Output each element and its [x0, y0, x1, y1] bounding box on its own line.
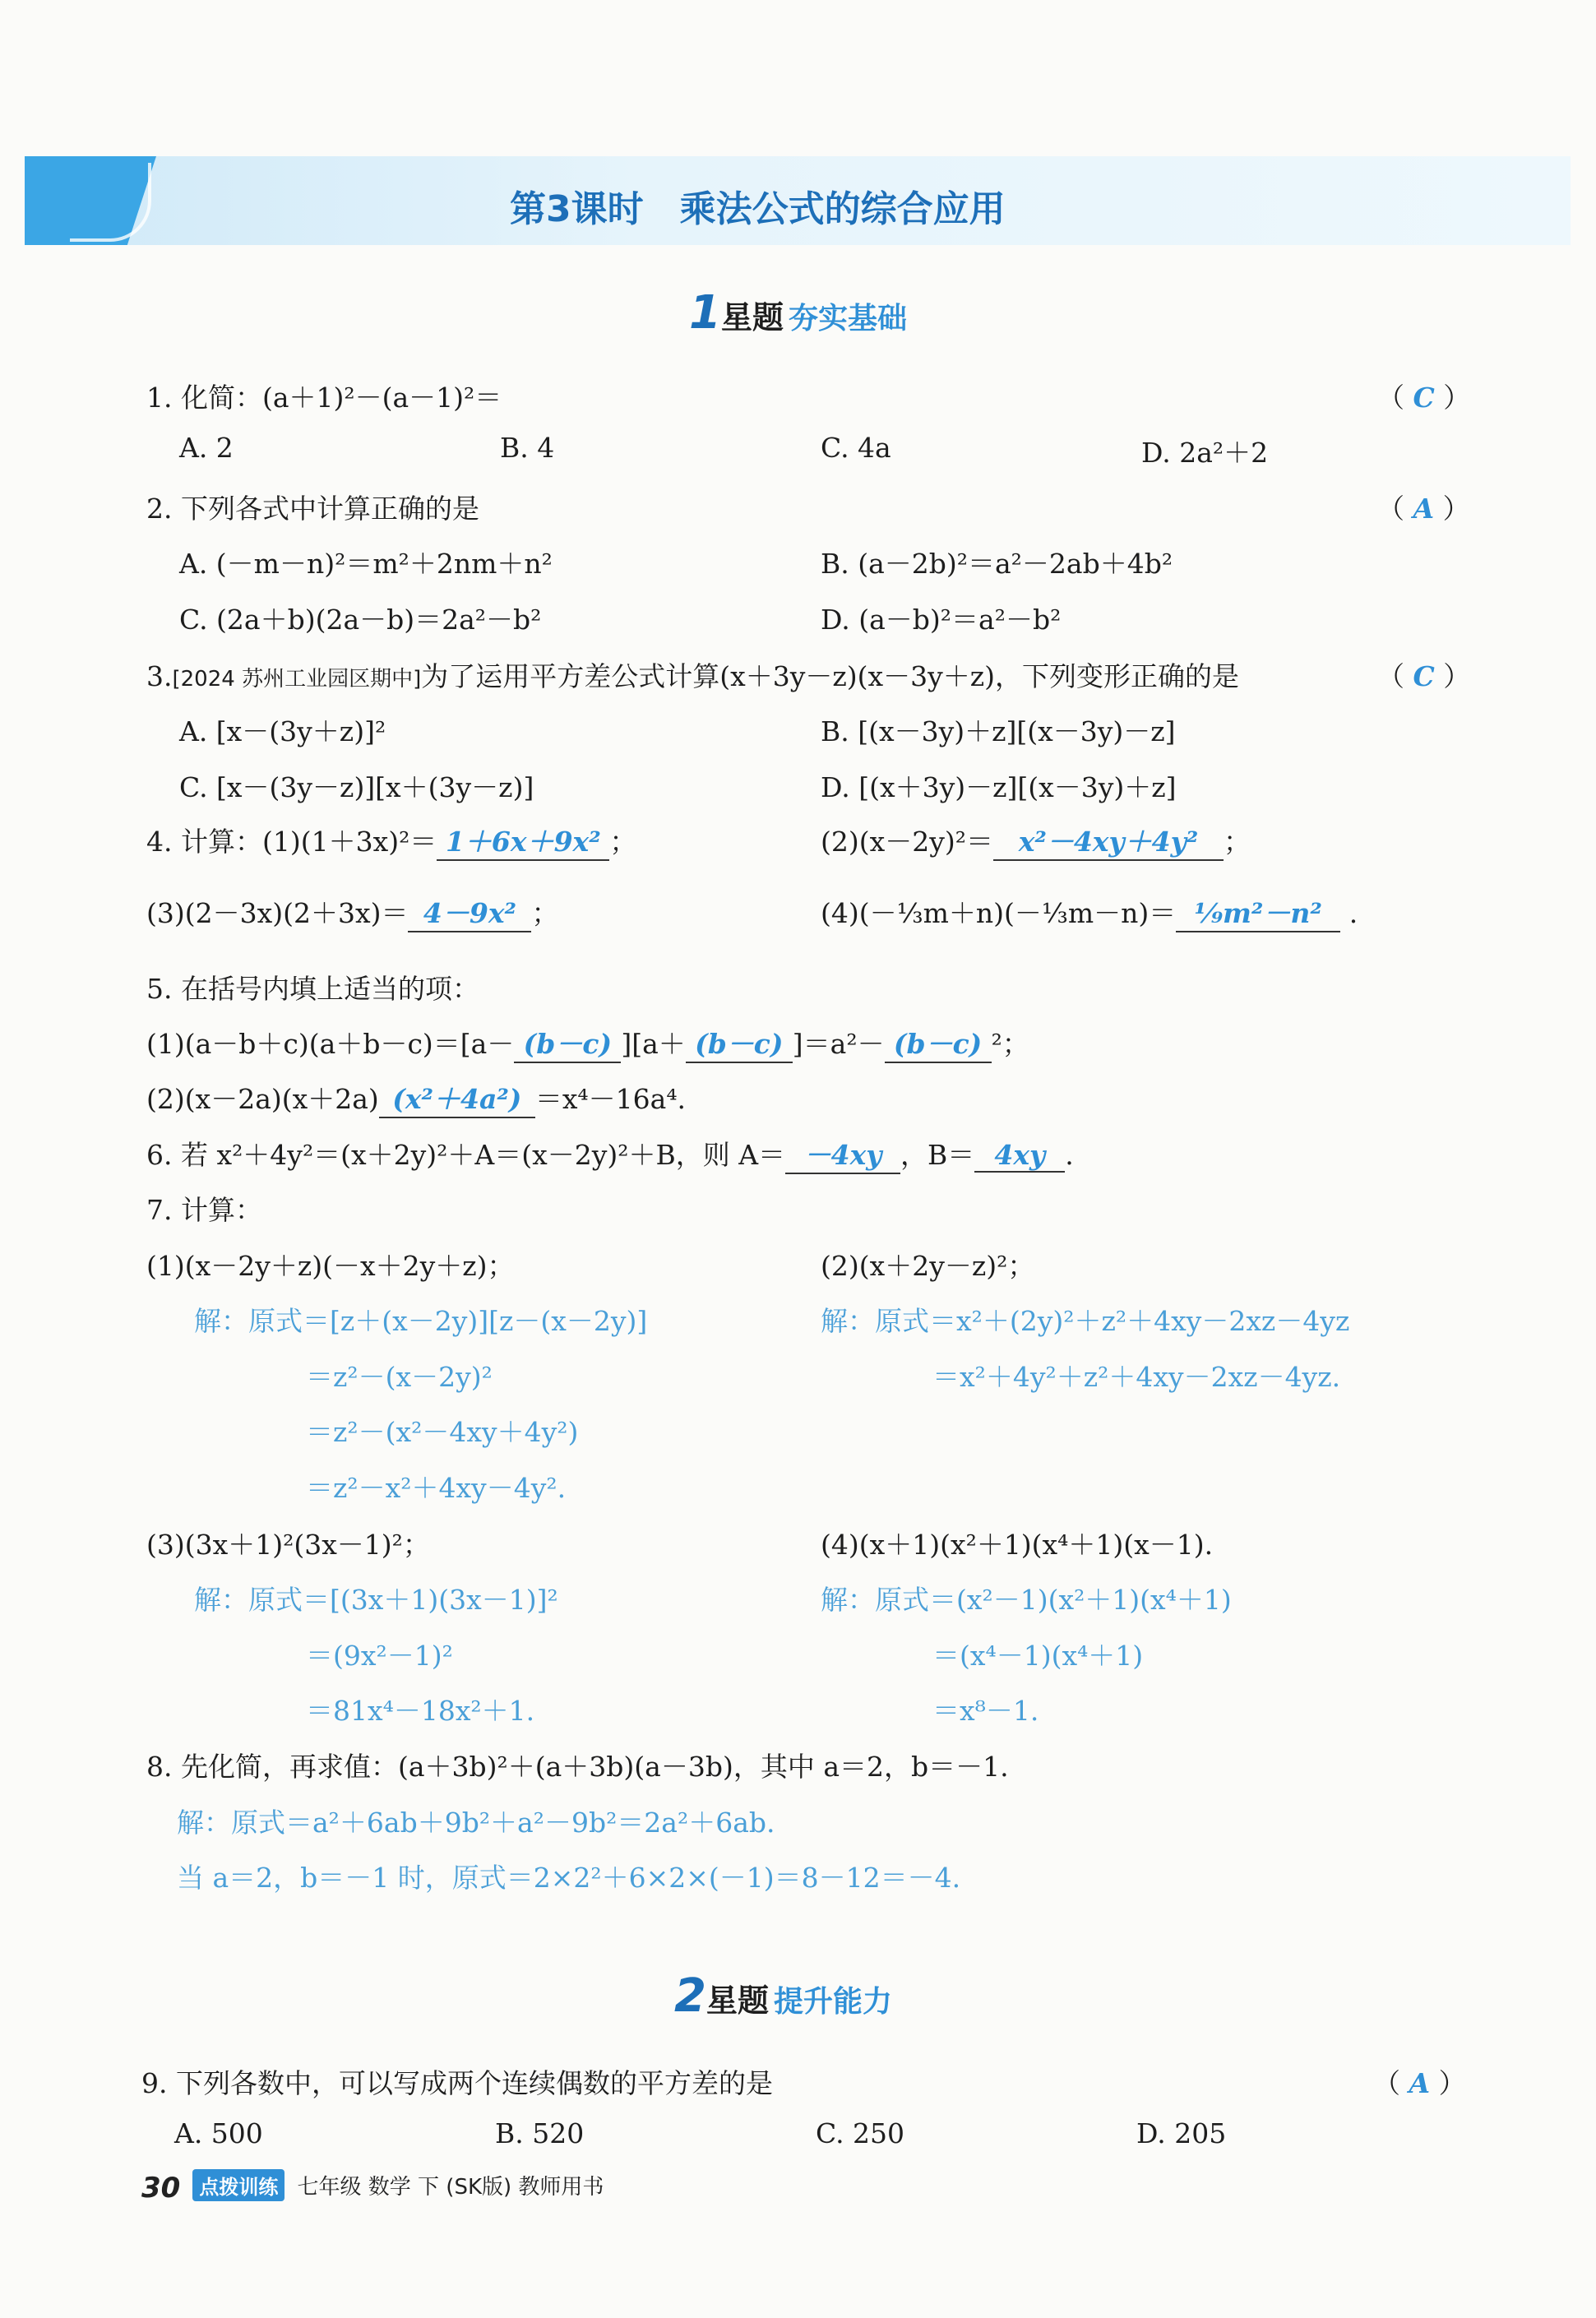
page-number: 30: [141, 2172, 181, 2205]
answer-blank: 4xy: [974, 1139, 1065, 1173]
solution-line: 解：原式＝x²＋(2y)²＋z²＋4xy－2xz－4yz: [821, 1305, 1350, 1337]
answer-blank: －4xy: [785, 1134, 900, 1174]
option-d: D. 2a²＋2: [1141, 437, 1269, 469]
solution-line: 解：原式＝[z＋(x－2y)][z－(x－2y)]: [194, 1305, 648, 1337]
q4-part-1: 4. 计算：(1)(1＋3x)²＝ 1＋6x＋9x² ；: [146, 821, 636, 861]
option-b: B. [(x－3y)＋z][(x－3y)－z]: [821, 715, 1176, 747]
option-b: B. (a－2b)²＝a²－2ab＋4b²: [821, 548, 1173, 580]
answer-bracket: （ A ）: [1373, 2067, 1466, 2099]
option-a: A. [x－(3y＋z)]²: [179, 715, 386, 747]
option-c: C. 4a: [821, 432, 891, 464]
q7-part-4: (4)(x＋1)(x²＋1)(x⁴＋1)(x－1).: [821, 1529, 1214, 1561]
answer-choice: A: [1409, 2067, 1431, 2099]
solution-line: ＝z²－(x－2y)²: [306, 1361, 493, 1393]
q7-part-3: (3)(3x＋1)²(3x－1)²；: [146, 1529, 430, 1561]
section-heading-2: [674, 1969, 892, 2023]
option-b: B. 520: [495, 2117, 585, 2149]
answer-bracket: （ C ）: [1377, 660, 1471, 692]
solution-line: ＝x²＋4y²＋z²＋4xy－2xz－4yz.: [932, 1361, 1341, 1393]
answer-blank: 4－9x²: [408, 892, 531, 932]
q4-part-2: (2)(x－2y)²＝ x²－4xy＋4y² ；: [821, 821, 1251, 861]
q7-part-2: (2)(x＋2y－z)²；: [821, 1250, 1035, 1282]
option-b: B. 4: [500, 432, 555, 464]
solution-line: ＝(9x²－1)²: [306, 1640, 453, 1672]
answer-bracket: （ C ）: [1377, 382, 1471, 414]
solution-line: 当 a＝2，b＝－1 时，原式＝2×2²＋6×2×(－1)＝8－12＝－4.: [177, 1862, 961, 1894]
solution-line: ＝z²－x²＋4xy－4y².: [306, 1472, 567, 1504]
section-heading-1: [689, 286, 907, 340]
answer-choice: A: [1413, 493, 1435, 525]
answer-blank: (b－c): [885, 1023, 992, 1063]
solution-line: ＝(x⁴－1)(x⁴＋1): [932, 1640, 1144, 1672]
section-number: 1: [689, 286, 721, 340]
option-c: C. 250: [816, 2117, 905, 2149]
question-stem: 2. 下列各式中计算正确的是: [146, 493, 479, 525]
option-d: D. (a－b)²＝a²－b²: [821, 604, 1062, 636]
option-d: D. 205: [1136, 2117, 1227, 2149]
option-d: D. [(x＋3y)－z][(x－3y)＋z]: [821, 771, 1177, 803]
question-number: 3.: [146, 660, 173, 692]
book-title: 七年级 数学 下 (SK版) 教师用书: [297, 2175, 604, 2200]
question-stem: 8. 先化简，再求值：(a＋3b)²＋(a＋3b)(a－3b)，其中 a＝2，b＝－1.: [146, 1751, 1009, 1783]
question-stem: 9. 下列各数中，可以写成两个连续偶数的平方差的是: [141, 2067, 773, 2099]
option-a: A. 500: [174, 2117, 263, 2149]
answer-choice: C: [1413, 660, 1435, 692]
question-text: 为了运用平方差公式计算(x＋3y－z)(x－3y＋z)，下列变形正确的是: [421, 660, 1240, 692]
q5-line-2: (2)(x－2a)(x＋2a) (x²＋4a²) ＝x⁴－16a⁴.: [146, 1078, 686, 1118]
brand-logo: 点拨训练: [192, 2169, 285, 2201]
page-title: 第3课时 乘法公式的综合应用: [510, 188, 1006, 230]
question-stem: 1. 化简：(a＋1)²－(a－1)²＝: [146, 382, 502, 414]
solution-line: ＝x⁸－1.: [932, 1695, 1039, 1727]
option-c: C. (2a＋b)(2a－b)＝2a²－b²: [179, 604, 542, 636]
answer-blank: (b－c): [514, 1023, 621, 1063]
q4-part-3: (3)(2－3x)(2＋3x)＝ 4－9x² ；: [146, 892, 558, 932]
question-stem: 7. 计算：: [146, 1194, 262, 1226]
question-6: 6. 若 x²＋4y²＝(x＋2y)²＋A＝(x－2y)²＋B，则 A＝ －4xy ，B＝ 4xy .: [146, 1134, 1074, 1174]
answer-blank: (x²＋4a²): [379, 1078, 535, 1118]
question-stem: 5. 在括号内填上适当的项：: [146, 973, 479, 1005]
solution-line: ＝81x⁴－18x²＋1.: [306, 1695, 535, 1727]
solution-line: 解：原式＝(x²－1)(x²＋1)(x⁴＋1): [821, 1584, 1232, 1616]
answer-choice: C: [1413, 382, 1435, 414]
footer: [141, 2169, 604, 2207]
answer-blank: ⅑m²－n²: [1176, 892, 1340, 932]
section-number: 2: [674, 1969, 706, 2023]
option-a: A. (－m－n)²＝m²＋2nm＋n²: [179, 548, 553, 580]
option-c: C. [x－(3y－z)][x＋(3y－z)]: [179, 771, 534, 803]
solution-line: 解：原式＝a²＋6ab＋9b²＋a²－9b²＝2a²＋6ab.: [177, 1807, 775, 1839]
answer-blank: (b－c): [686, 1023, 793, 1063]
q4-part-4: (4)(－⅓m＋n)(－⅓m－n)＝ ⅑m²－n² .: [821, 892, 1358, 932]
q7-part-1: (1)(x－2y＋z)(－x＋2y＋z)；: [146, 1250, 515, 1282]
section-star-label: 星题: [720, 299, 784, 335]
option-a: A. 2: [179, 432, 234, 464]
answer-bracket: （ A ）: [1377, 493, 1470, 525]
question-stem: [146, 655, 1239, 694]
section-star-label: 星题: [705, 1983, 769, 2019]
solution-line: ＝z²－(x²－4xy＋4y²): [306, 1416, 579, 1448]
question-source: [2024 苏州工业园区期中]: [172, 667, 422, 692]
solution-line: 解：原式＝[(3x＋1)(3x－1)]²: [194, 1584, 558, 1616]
section-name: 夯实基础: [788, 302, 907, 335]
q5-line-1: (1)(a－b＋c)(a＋b－c)＝[a－ (b－c) ][a＋ (b－c) ]＝a²－ (b－c) ²；: [146, 1023, 1029, 1063]
answer-blank: 1＋6x＋9x²: [437, 821, 609, 861]
answer-blank: x²－4xy＋4y²: [993, 821, 1224, 861]
section-name: 提升能力: [773, 1985, 892, 2019]
